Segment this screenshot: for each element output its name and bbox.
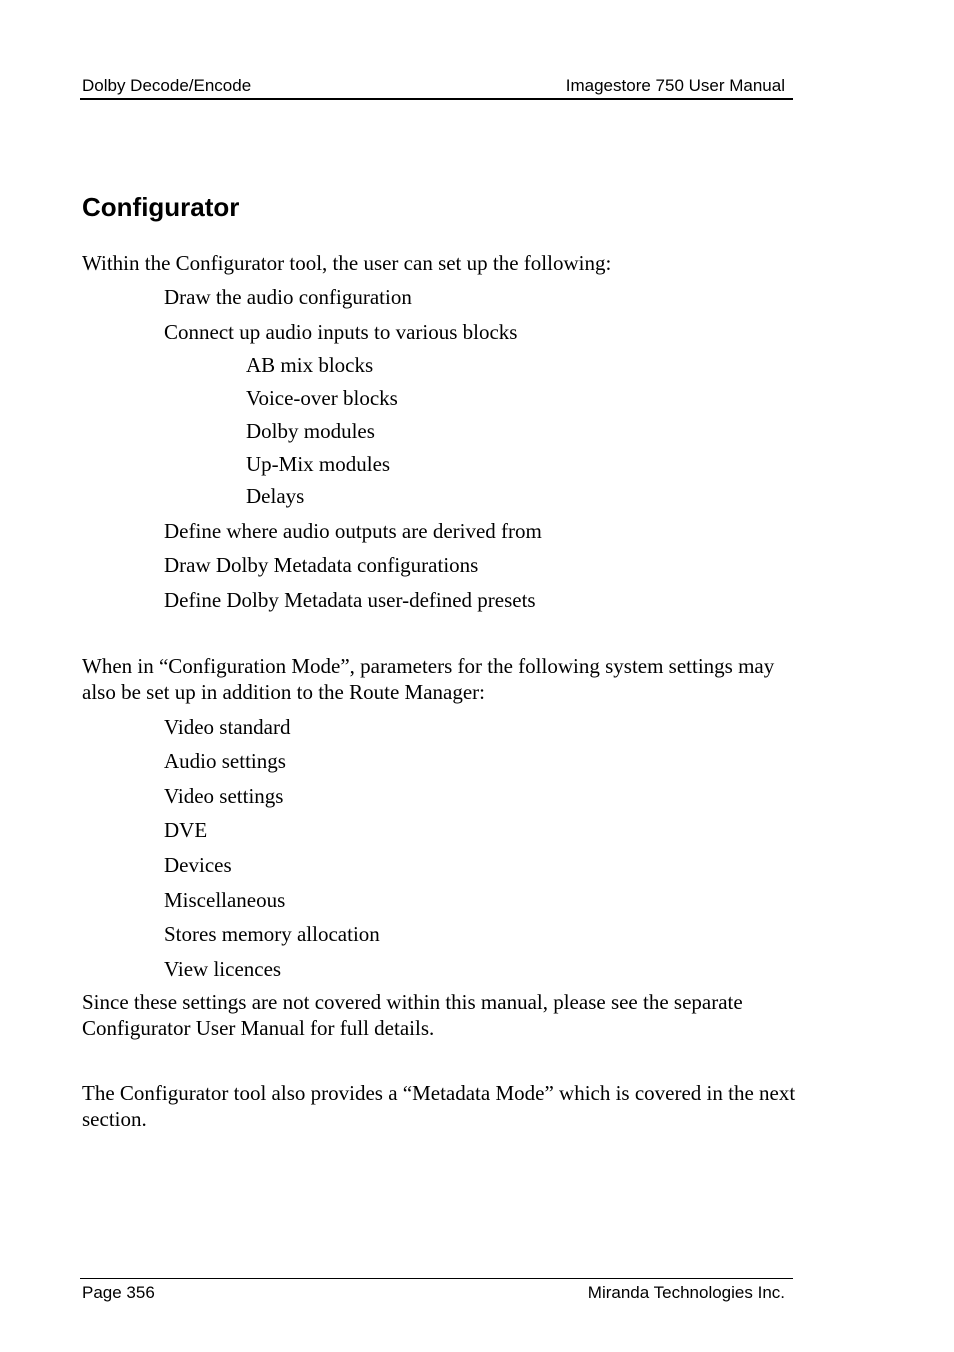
list-item: Draw Dolby Metadata configurations: [164, 553, 479, 577]
list-item: Video settings: [164, 784, 284, 808]
list-item: Stores memory allocation: [164, 922, 380, 946]
list-item: Connect up audio inputs to various blocks: [164, 320, 518, 344]
intro-paragraph: Within the Configurator tool, the user can set up the following:: [82, 251, 612, 275]
metadata-mode-paragraph: The Configurator tool also provides a “Metadata Mode” which is covered in the next section.: [82, 1081, 796, 1131]
list-item: Video standard: [164, 715, 291, 739]
list-item: Audio settings: [164, 749, 286, 773]
list-item: DVE: [164, 818, 208, 842]
sub-list-item: Voice-over blocks: [246, 386, 398, 410]
footer-company: Miranda Technologies Inc.: [587, 1283, 785, 1302]
sub-list-item: Up-Mix modules: [246, 452, 391, 476]
header-section-title: Dolby Decode/Encode: [82, 76, 252, 95]
page-number: Page 356: [82, 1283, 155, 1302]
list-item: View licences: [164, 957, 282, 981]
sub-list-item: AB mix blocks: [246, 353, 374, 377]
list-item: Define where audio outputs are derived from: [164, 519, 542, 543]
sub-list-item: Dolby modules: [246, 419, 375, 443]
page-header: [80, 76, 793, 100]
list-item: Draw the audio configuration: [164, 285, 412, 309]
page-footer: [80, 1278, 793, 1303]
list-item: Devices: [164, 853, 232, 877]
sub-list-item: Delays: [246, 484, 305, 508]
configuration-mode-paragraph: When in “Configuration Mode”, parameters for the following system settings may also be set up in addition to the Route Manager:: [82, 654, 775, 704]
list-item: Miscellaneous: [164, 888, 286, 912]
header-manual-title: Imagestore 750 User Manual: [565, 76, 785, 95]
list-item: Define Dolby Metadata user-defined presets: [164, 588, 536, 612]
section-heading: Configurator: [82, 192, 240, 222]
manual-reference-paragraph: Since these settings are not covered within this manual, please see the separate Configurator User Manual for full details.: [82, 990, 743, 1040]
